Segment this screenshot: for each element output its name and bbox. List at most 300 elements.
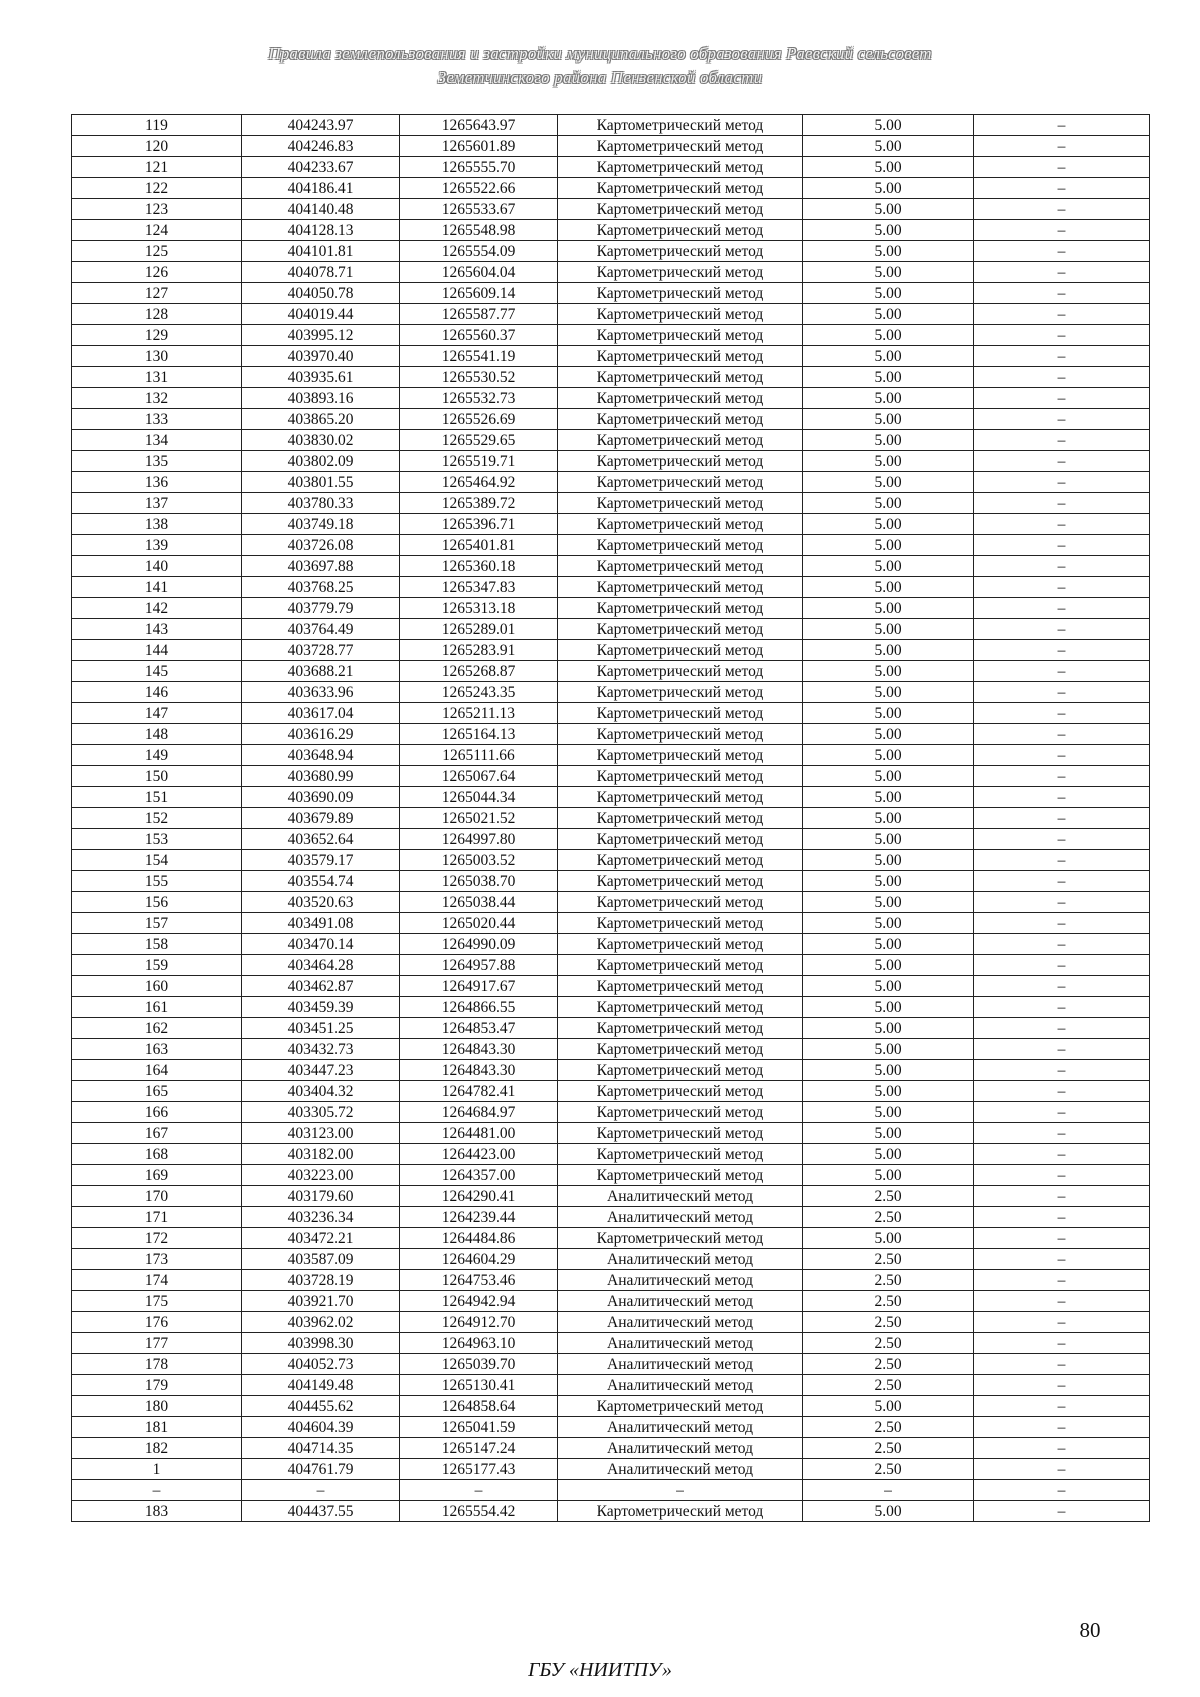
y-coordinate-cell: 1265526.69 (400, 409, 558, 430)
x-coordinate-cell: 403223.00 (242, 1165, 400, 1186)
note-cell: – (974, 766, 1150, 787)
point-number-cell: 167 (72, 1123, 242, 1144)
table-row (72, 1375, 1150, 1396)
note-cell: – (974, 724, 1150, 745)
method-cell: Аналитический метод (558, 1312, 803, 1333)
y-coordinate-cell: 1264684.97 (400, 1102, 558, 1123)
accuracy-cell: 2.50 (803, 1207, 974, 1228)
y-coordinate-cell: 1264997.80 (400, 829, 558, 850)
accuracy-cell: 5.00 (803, 619, 974, 640)
note-cell: – (974, 703, 1150, 724)
accuracy-cell: – (803, 1480, 974, 1501)
method-cell: Картометрический метод (558, 787, 803, 808)
table-row (72, 136, 1150, 157)
y-coordinate-cell: 1265243.35 (400, 682, 558, 703)
x-coordinate-cell: 403749.18 (242, 514, 400, 535)
y-coordinate-cell: 1265268.87 (400, 661, 558, 682)
x-coordinate-cell: 403404.32 (242, 1081, 400, 1102)
point-number-cell: 145 (72, 661, 242, 682)
y-coordinate-cell: 1264990.09 (400, 934, 558, 955)
accuracy-cell: 5.00 (803, 724, 974, 745)
accuracy-cell: 2.50 (803, 1312, 974, 1333)
x-coordinate-cell: 403779.79 (242, 598, 400, 619)
y-coordinate-cell: 1265021.52 (400, 808, 558, 829)
method-cell: Картометрический метод (558, 577, 803, 598)
note-cell: – (974, 1228, 1150, 1249)
accuracy-cell: 5.00 (803, 766, 974, 787)
table-row (72, 745, 1150, 766)
table-row (72, 1333, 1150, 1354)
point-number-cell: 148 (72, 724, 242, 745)
y-coordinate-cell: 1265020.44 (400, 913, 558, 934)
accuracy-cell: 2.50 (803, 1270, 974, 1291)
method-cell: Картометрический метод (558, 304, 803, 325)
point-number-cell: 121 (72, 157, 242, 178)
note-cell: – (974, 283, 1150, 304)
x-coordinate-cell: 404186.41 (242, 178, 400, 199)
point-number-cell: 120 (72, 136, 242, 157)
table-row (72, 346, 1150, 367)
y-coordinate-cell: 1264963.10 (400, 1333, 558, 1354)
table-row (72, 640, 1150, 661)
note-cell: – (974, 682, 1150, 703)
method-cell: Картометрический метод (558, 157, 803, 178)
method-cell: Аналитический метод (558, 1438, 803, 1459)
point-number-cell: 160 (72, 976, 242, 997)
x-coordinate-cell: 403801.55 (242, 472, 400, 493)
method-cell: Картометрический метод (558, 178, 803, 199)
note-cell: – (974, 1081, 1150, 1102)
table-row (72, 766, 1150, 787)
table-row (72, 1438, 1150, 1459)
accuracy-cell: 2.50 (803, 1375, 974, 1396)
accuracy-cell: 5.00 (803, 808, 974, 829)
note-cell: – (974, 115, 1150, 136)
y-coordinate-cell: 1264604.29 (400, 1249, 558, 1270)
accuracy-cell: 5.00 (803, 262, 974, 283)
y-coordinate-cell: 1264957.88 (400, 955, 558, 976)
note-cell: – (974, 1417, 1150, 1438)
table-row (72, 430, 1150, 451)
x-coordinate-cell: 403464.28 (242, 955, 400, 976)
table-row (72, 220, 1150, 241)
method-cell: Картометрический метод (558, 367, 803, 388)
accuracy-cell: 5.00 (803, 472, 974, 493)
table-row (72, 409, 1150, 430)
y-coordinate-cell: 1265532.73 (400, 388, 558, 409)
method-cell: Картометрический метод (558, 535, 803, 556)
point-number-cell: 150 (72, 766, 242, 787)
note-cell: – (974, 577, 1150, 598)
note-cell: – (974, 1354, 1150, 1375)
table-row (72, 808, 1150, 829)
method-cell: Картометрический метод (558, 934, 803, 955)
method-cell: Аналитический метод (558, 1186, 803, 1207)
y-coordinate-cell: 1265147.24 (400, 1438, 558, 1459)
point-number-cell: 147 (72, 703, 242, 724)
table-row (72, 283, 1150, 304)
point-number-cell: 146 (72, 682, 242, 703)
accuracy-cell: 5.00 (803, 493, 974, 514)
point-number-cell: 131 (72, 367, 242, 388)
point-number-cell: 155 (72, 871, 242, 892)
x-coordinate-cell: 404140.48 (242, 199, 400, 220)
x-coordinate-cell: 403579.17 (242, 850, 400, 871)
accuracy-cell: 5.00 (803, 640, 974, 661)
page-header (0, 42, 1200, 90)
method-cell: Аналитический метод (558, 1291, 803, 1312)
method-cell: Картометрический метод (558, 682, 803, 703)
point-number-cell: 161 (72, 997, 242, 1018)
x-coordinate-cell: 403633.96 (242, 682, 400, 703)
method-cell: Картометрический метод (558, 619, 803, 640)
note-cell: – (974, 178, 1150, 199)
x-coordinate-cell: 404149.48 (242, 1375, 400, 1396)
y-coordinate-cell: 1265039.70 (400, 1354, 558, 1375)
x-coordinate-cell: – (242, 1480, 400, 1501)
point-number-cell: 164 (72, 1060, 242, 1081)
note-cell: – (974, 997, 1150, 1018)
table-row (72, 703, 1150, 724)
table-row (72, 325, 1150, 346)
note-cell: – (974, 1312, 1150, 1333)
accuracy-cell: 5.00 (803, 388, 974, 409)
x-coordinate-cell: 403830.02 (242, 430, 400, 451)
y-coordinate-cell: 1265396.71 (400, 514, 558, 535)
y-coordinate-cell: 1264484.86 (400, 1228, 558, 1249)
point-number-cell: 125 (72, 241, 242, 262)
point-number-cell: 126 (72, 262, 242, 283)
x-coordinate-cell: 403617.04 (242, 703, 400, 724)
y-coordinate-cell: 1265587.77 (400, 304, 558, 325)
point-number-cell: 171 (72, 1207, 242, 1228)
x-coordinate-cell: 404604.39 (242, 1417, 400, 1438)
x-coordinate-cell: 403679.89 (242, 808, 400, 829)
note-cell: – (974, 1018, 1150, 1039)
table-row (72, 472, 1150, 493)
note-cell: – (974, 913, 1150, 934)
x-coordinate-cell: 403491.08 (242, 913, 400, 934)
point-number-cell: 119 (72, 115, 242, 136)
y-coordinate-cell: 1265601.89 (400, 136, 558, 157)
method-cell: Аналитический метод (558, 1333, 803, 1354)
note-cell: – (974, 1459, 1150, 1480)
table-row (72, 1249, 1150, 1270)
x-coordinate-cell: 403554.74 (242, 871, 400, 892)
method-cell: Картометрический метод (558, 871, 803, 892)
x-coordinate-cell: 403179.60 (242, 1186, 400, 1207)
x-coordinate-cell: 403680.99 (242, 766, 400, 787)
accuracy-cell: 5.00 (803, 703, 974, 724)
table-row (72, 724, 1150, 745)
x-coordinate-cell: 404050.78 (242, 283, 400, 304)
x-coordinate-cell: 403802.09 (242, 451, 400, 472)
accuracy-cell: 5.00 (803, 829, 974, 850)
table-row (72, 1480, 1150, 1501)
method-cell: Картометрический метод (558, 703, 803, 724)
note-cell: – (974, 1438, 1150, 1459)
accuracy-cell: 5.00 (803, 1228, 974, 1249)
method-cell: Картометрический метод (558, 262, 803, 283)
note-cell: – (974, 1165, 1150, 1186)
point-number-cell: 166 (72, 1102, 242, 1123)
accuracy-cell: 5.00 (803, 1102, 974, 1123)
y-coordinate-cell: 1264357.00 (400, 1165, 558, 1186)
method-cell: Картометрический метод (558, 388, 803, 409)
accuracy-cell: 5.00 (803, 976, 974, 997)
note-cell: – (974, 346, 1150, 367)
method-cell: Картометрический метод (558, 409, 803, 430)
table-row (72, 1102, 1150, 1123)
x-coordinate-cell: 404019.44 (242, 304, 400, 325)
accuracy-cell: 5.00 (803, 1165, 974, 1186)
y-coordinate-cell: 1264423.00 (400, 1144, 558, 1165)
point-number-cell: 128 (72, 304, 242, 325)
method-cell: Аналитический метод (558, 1270, 803, 1291)
accuracy-cell: 5.00 (803, 1018, 974, 1039)
table-row (72, 787, 1150, 808)
accuracy-cell: 5.00 (803, 409, 974, 430)
point-number-cell: 130 (72, 346, 242, 367)
note-cell: – (974, 1375, 1150, 1396)
table-row (72, 1123, 1150, 1144)
x-coordinate-cell: 403432.73 (242, 1039, 400, 1060)
table-row (72, 514, 1150, 535)
accuracy-cell: 5.00 (803, 850, 974, 871)
x-coordinate-cell: 403648.94 (242, 745, 400, 766)
note-cell: – (974, 1144, 1150, 1165)
point-number-cell: 174 (72, 1270, 242, 1291)
y-coordinate-cell: 1265401.81 (400, 535, 558, 556)
point-number-cell: 176 (72, 1312, 242, 1333)
note-cell: – (974, 934, 1150, 955)
table-row (72, 178, 1150, 199)
method-cell: Картометрический метод (558, 493, 803, 514)
method-cell: Картометрический метод (558, 283, 803, 304)
point-number-cell: 165 (72, 1081, 242, 1102)
y-coordinate-cell: 1264912.70 (400, 1312, 558, 1333)
method-cell: Картометрический метод (558, 850, 803, 871)
x-coordinate-cell: 403764.49 (242, 619, 400, 640)
point-number-cell: 173 (72, 1249, 242, 1270)
point-number-cell: 157 (72, 913, 242, 934)
method-cell: Картометрический метод (558, 1165, 803, 1186)
method-cell: Картометрический метод (558, 514, 803, 535)
note-cell: – (974, 157, 1150, 178)
point-number-cell: 152 (72, 808, 242, 829)
table-row (72, 1270, 1150, 1291)
x-coordinate-cell: 403451.25 (242, 1018, 400, 1039)
table-row (72, 493, 1150, 514)
x-coordinate-cell: 403865.20 (242, 409, 400, 430)
point-number-cell: 134 (72, 430, 242, 451)
point-number-cell: 163 (72, 1039, 242, 1060)
point-number-cell: 183 (72, 1501, 242, 1522)
x-coordinate-cell: 404101.81 (242, 241, 400, 262)
point-number-cell: 142 (72, 598, 242, 619)
accuracy-cell: 5.00 (803, 220, 974, 241)
y-coordinate-cell: 1265529.65 (400, 430, 558, 451)
accuracy-cell: 2.50 (803, 1333, 974, 1354)
y-coordinate-cell: 1265604.04 (400, 262, 558, 283)
point-number-cell: 178 (72, 1354, 242, 1375)
point-number-cell: 1 (72, 1459, 242, 1480)
note-cell: – (974, 472, 1150, 493)
method-cell: Картометрический метод (558, 472, 803, 493)
point-number-cell: 158 (72, 934, 242, 955)
note-cell: – (974, 136, 1150, 157)
method-cell: Картометрический метод (558, 451, 803, 472)
x-coordinate-cell: 403995.12 (242, 325, 400, 346)
y-coordinate-cell: 1265347.83 (400, 577, 558, 598)
method-cell: Картометрический метод (558, 346, 803, 367)
accuracy-cell: 5.00 (803, 1501, 974, 1522)
y-coordinate-cell: 1265044.34 (400, 787, 558, 808)
table-row (72, 304, 1150, 325)
y-coordinate-cell: 1265313.18 (400, 598, 558, 619)
method-cell: Картометрический метод (558, 745, 803, 766)
note-cell: – (974, 829, 1150, 850)
table-row (72, 955, 1150, 976)
table-row (72, 934, 1150, 955)
table-row (72, 1186, 1150, 1207)
y-coordinate-cell: 1265038.44 (400, 892, 558, 913)
table-row (72, 1207, 1150, 1228)
method-cell: Картометрический метод (558, 199, 803, 220)
note-cell: – (974, 1207, 1150, 1228)
note-cell: – (974, 1480, 1150, 1501)
point-number-cell: 162 (72, 1018, 242, 1039)
accuracy-cell: 5.00 (803, 997, 974, 1018)
y-coordinate-cell: 1265522.66 (400, 178, 558, 199)
note-cell: – (974, 1396, 1150, 1417)
table-row (72, 1396, 1150, 1417)
x-coordinate-cell: 403921.70 (242, 1291, 400, 1312)
accuracy-cell: 2.50 (803, 1417, 974, 1438)
accuracy-cell: 5.00 (803, 241, 974, 262)
accuracy-cell: 5.00 (803, 346, 974, 367)
note-cell: – (974, 514, 1150, 535)
coordinates-table-body (72, 115, 1150, 1522)
x-coordinate-cell: 403123.00 (242, 1123, 400, 1144)
page-footer: ГБУ «НИИТПУ» (528, 1659, 672, 1681)
method-cell: Картометрический метод (558, 1039, 803, 1060)
note-cell: – (974, 976, 1150, 997)
accuracy-cell: 5.00 (803, 955, 974, 976)
note-cell: – (974, 1102, 1150, 1123)
table-row (72, 115, 1150, 136)
method-cell: Аналитический метод (558, 1207, 803, 1228)
x-coordinate-cell: 404078.71 (242, 262, 400, 283)
table-row (72, 1354, 1150, 1375)
point-number-cell: 177 (72, 1333, 242, 1354)
accuracy-cell: 5.00 (803, 913, 974, 934)
y-coordinate-cell: 1265360.18 (400, 556, 558, 577)
point-number-cell: 175 (72, 1291, 242, 1312)
table-row (72, 1459, 1150, 1480)
accuracy-cell: 5.00 (803, 1039, 974, 1060)
y-coordinate-cell: 1264239.44 (400, 1207, 558, 1228)
y-coordinate-cell: 1265560.37 (400, 325, 558, 346)
method-cell: Аналитический метод (558, 1354, 803, 1375)
method-cell: Картометрический метод (558, 1102, 803, 1123)
note-cell: – (974, 493, 1150, 514)
y-coordinate-cell: 1265389.72 (400, 493, 558, 514)
y-coordinate-cell: 1265041.59 (400, 1417, 558, 1438)
accuracy-cell: 5.00 (803, 283, 974, 304)
note-cell: – (974, 535, 1150, 556)
accuracy-cell: 5.00 (803, 304, 974, 325)
point-number-cell: 151 (72, 787, 242, 808)
note-cell: – (974, 640, 1150, 661)
point-number-cell: 170 (72, 1186, 242, 1207)
method-cell: Картометрический метод (558, 724, 803, 745)
note-cell: – (974, 745, 1150, 766)
x-coordinate-cell: 403690.09 (242, 787, 400, 808)
method-cell: Картометрический метод (558, 913, 803, 934)
accuracy-cell: 5.00 (803, 1060, 974, 1081)
method-cell: Картометрический метод (558, 1144, 803, 1165)
table-row (72, 997, 1150, 1018)
x-coordinate-cell: 404243.97 (242, 115, 400, 136)
accuracy-cell: 2.50 (803, 1249, 974, 1270)
note-cell: – (974, 619, 1150, 640)
accuracy-cell: 5.00 (803, 157, 974, 178)
x-coordinate-cell: 404233.67 (242, 157, 400, 178)
point-number-cell: 179 (72, 1375, 242, 1396)
x-coordinate-cell: 403780.33 (242, 493, 400, 514)
method-cell: Картометрический метод (558, 136, 803, 157)
table-row (72, 1039, 1150, 1060)
method-cell: Картометрический метод (558, 115, 803, 136)
table-row (72, 1081, 1150, 1102)
accuracy-cell: 5.00 (803, 1396, 974, 1417)
y-coordinate-cell: 1265555.70 (400, 157, 558, 178)
accuracy-cell: 5.00 (803, 598, 974, 619)
method-cell: Картометрический метод (558, 1501, 803, 1522)
table-row (72, 1060, 1150, 1081)
accuracy-cell: 5.00 (803, 1144, 974, 1165)
y-coordinate-cell: 1264866.55 (400, 997, 558, 1018)
y-coordinate-cell: 1265609.14 (400, 283, 558, 304)
accuracy-cell: 5.00 (803, 892, 974, 913)
table-row (72, 577, 1150, 598)
point-number-cell: 122 (72, 178, 242, 199)
y-coordinate-cell: 1265130.41 (400, 1375, 558, 1396)
note-cell: – (974, 1501, 1150, 1522)
table-row (72, 619, 1150, 640)
method-cell: Картометрический метод (558, 220, 803, 241)
note-cell: – (974, 1039, 1150, 1060)
point-number-cell: 159 (72, 955, 242, 976)
accuracy-cell: 5.00 (803, 661, 974, 682)
note-cell: – (974, 808, 1150, 829)
point-number-cell: 133 (72, 409, 242, 430)
accuracy-cell: 5.00 (803, 787, 974, 808)
y-coordinate-cell: 1265067.64 (400, 766, 558, 787)
y-coordinate-cell: 1264843.30 (400, 1060, 558, 1081)
point-number-cell: – (72, 1480, 242, 1501)
method-cell: Картометрический метод (558, 1018, 803, 1039)
x-coordinate-cell: 403962.02 (242, 1312, 400, 1333)
x-coordinate-cell: 403472.21 (242, 1228, 400, 1249)
accuracy-cell: 5.00 (803, 451, 974, 472)
x-coordinate-cell: 404246.83 (242, 136, 400, 157)
x-coordinate-cell: 403728.77 (242, 640, 400, 661)
y-coordinate-cell: 1265111.66 (400, 745, 558, 766)
y-coordinate-cell: 1264782.41 (400, 1081, 558, 1102)
x-coordinate-cell: 403688.21 (242, 661, 400, 682)
